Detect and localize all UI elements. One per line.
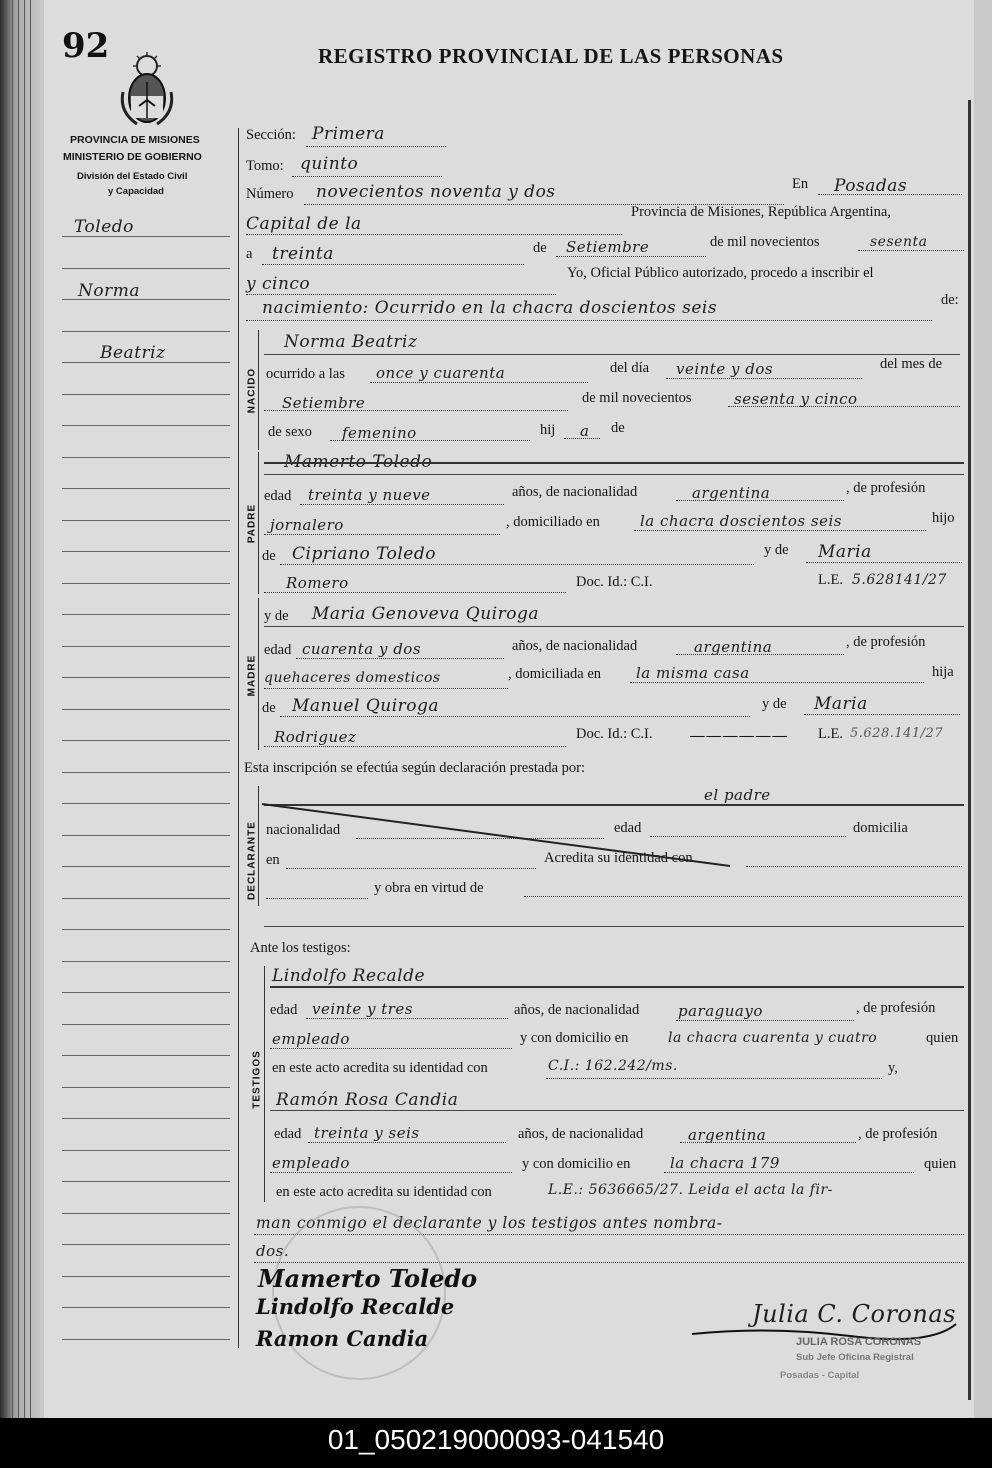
margin-rule-line	[62, 236, 230, 237]
official-stamp-name: JULIA ROSA CORONAS	[796, 1336, 922, 1348]
madre-name: Maria Genoveva Quiroga	[312, 604, 539, 624]
t2-edad-value: treinta y seis	[314, 1124, 420, 1142]
t2-edad-label: edad	[274, 1126, 302, 1142]
margin-rule-line	[62, 835, 230, 836]
division-label-2: y Capacidad	[108, 186, 164, 197]
margin-rule-line	[62, 1118, 230, 1119]
hora-value: once y cuarenta	[376, 364, 506, 382]
padre-nac-value: argentina	[692, 484, 771, 502]
margin-rule-line	[62, 488, 230, 489]
margin-rule-line	[62, 898, 230, 899]
testigo-2-name: Ramón Rosa Candia	[276, 1090, 459, 1110]
page-edge	[12, 0, 13, 1418]
t2-dom-value: la chacra 179	[670, 1154, 780, 1172]
margin-rule-line	[62, 803, 230, 804]
ministry-label: MINISTERIO DE GOBIERNO	[63, 151, 202, 163]
page-edge	[24, 0, 25, 1418]
margin-rule-line	[62, 299, 230, 300]
testigos-section-label: TESTIGOS	[251, 1050, 263, 1109]
padre-section-label: PADRE	[246, 503, 258, 544]
provincia-text: Provincia de Misiones, República Argentina,	[631, 204, 891, 220]
t2-quien-label: quien	[924, 1156, 957, 1172]
image-code-footer: 01_050219000093-041540	[0, 1418, 992, 1468]
madre-de-label: de	[262, 700, 276, 716]
page-number: 92	[62, 26, 110, 66]
signature-testigo-1: Lindolfo Recalde	[256, 1294, 455, 1319]
madre-edad-value: cuarenta y dos	[302, 640, 422, 658]
padre-nac-label: años, de nacionalidad	[512, 484, 638, 500]
t1-nac-label: años, de nacionalidad	[514, 1002, 640, 1018]
nacido-section-label: NACIDO	[246, 367, 258, 414]
margin-rule-line	[62, 362, 230, 363]
margin-rule-line	[62, 772, 230, 773]
margin-rule-line	[62, 1150, 230, 1151]
madre-dom-label: , domiciliada en	[508, 666, 602, 682]
acredita-label: Acredita su identidad con	[544, 850, 693, 866]
t1-prof-label: , de profesión	[856, 1000, 936, 1016]
margin-rule-line	[62, 331, 230, 332]
seccion-value: Primera	[312, 124, 385, 144]
document-title: REGISTRO PROVINCIAL DE LAS PERSONAS	[318, 44, 784, 68]
declarante-edad-label: edad	[614, 820, 642, 836]
seccion-label: Sección:	[246, 127, 296, 143]
padre-le-label: L.E.	[818, 572, 843, 588]
mes-value: Setiembre	[566, 238, 650, 256]
margin-rule-line	[62, 709, 230, 710]
oficial-text: Yo, Oficial Público autorizado, procedo a inscribir el	[567, 265, 874, 281]
madre-nac-value: argentina	[694, 638, 773, 656]
margin-rule-line	[62, 1339, 230, 1340]
t1-acredita-label: en este acto acredita su identidad con	[272, 1060, 488, 1076]
t2-acredita-value: L.E.: 5636665/27. Leida el acta la fir-	[548, 1182, 833, 1198]
dia-value: treinta	[272, 244, 334, 264]
margin-rule-line	[62, 1087, 230, 1088]
nacionalidad-label: nacionalidad	[266, 822, 341, 838]
nacido-dia-value: veinte y dos	[676, 360, 774, 378]
padre-y-de-label: y de	[764, 542, 789, 558]
padre-edad-value: treinta y nueve	[308, 486, 431, 504]
coat-of-arms-icon	[115, 52, 179, 128]
madre-doc-label: Doc. Id.: C.I.	[576, 726, 653, 742]
margin-rule-line	[62, 583, 230, 584]
margin-rule-line	[62, 1181, 230, 1182]
domicilia-label: domicilia	[853, 820, 908, 836]
margin-rule-line	[62, 929, 230, 930]
margin-rule-line	[62, 268, 230, 269]
hij-label: hij	[540, 422, 556, 438]
nacido-mil-label: de mil novecientos	[582, 390, 692, 406]
madre-mother-value: Maria	[814, 694, 868, 714]
anio-value: sesenta	[870, 234, 928, 250]
margin-second-name: Beatriz	[100, 343, 166, 363]
margin-rule-line	[62, 394, 230, 395]
margin-rule-line	[62, 1055, 230, 1056]
signature-testigo-2: Ramon Candia	[256, 1326, 429, 1351]
declarante-intro: Esta inscripción se efectúa según declaración prestada por:	[244, 760, 586, 776]
padre-de-label: de	[262, 548, 276, 564]
declarante-value: el padre	[704, 786, 771, 804]
margin-rule-line	[62, 961, 230, 962]
padre-mother-value: Maria	[818, 542, 872, 562]
madre-le-value: 5.628.141/27	[850, 726, 944, 741]
margin-rule-line	[62, 520, 230, 521]
ocurrido-label: ocurrido a las	[266, 366, 345, 382]
de-label: de	[533, 240, 547, 256]
signature-official: Julia C. Coronas	[752, 1300, 956, 1328]
testigos-intro: Ante los testigos:	[250, 940, 351, 956]
margin-surname: Toledo	[74, 217, 134, 237]
margin-rule-line	[62, 1024, 230, 1025]
a-label: a	[246, 246, 253, 262]
madre-mother-value-2: Rodriguez	[274, 728, 357, 746]
tomo-value: quinto	[300, 154, 359, 174]
t1-edad-label: edad	[270, 1002, 298, 1018]
madre-y-de-label: y de	[264, 608, 289, 624]
madre-father-value: Manuel Quiroga	[292, 696, 440, 716]
madre-prof-label: , de profesión	[846, 634, 926, 650]
margin-rule-line	[62, 866, 230, 867]
margin-rule-line	[62, 1276, 230, 1277]
t2-nac-label: años, de nacionalidad	[518, 1126, 644, 1142]
capital-value: Capital de la	[246, 214, 362, 234]
official-seal-stamp	[272, 1206, 446, 1380]
madre-section-label: MADRE	[246, 654, 258, 697]
margin-rule-line	[62, 425, 230, 426]
t1-quien-label: quien	[926, 1030, 959, 1046]
madre-prof-value: quehaceres domesticos	[264, 670, 441, 686]
margin-rule-line	[62, 614, 230, 615]
margin-rule-line	[62, 1213, 230, 1214]
madre-le-label: L.E.	[818, 726, 843, 742]
t2-dom-label: y con domicilio en	[522, 1156, 631, 1172]
anio-value-2: y cinco	[246, 274, 311, 294]
de-colon-label: de:	[941, 292, 959, 308]
signature-declarante: Mamerto Toledo	[258, 1264, 478, 1293]
margin-rule-line	[62, 1307, 230, 1308]
official-stamp-title: Sub Jefe Oficina Registral	[796, 1352, 914, 1363]
declarante-section-label: DECLARANTE	[246, 821, 258, 900]
madre-edad-label: edad	[264, 642, 292, 658]
padre-dom-value: la chacra doscientos seis	[640, 512, 842, 530]
margin-rule-line	[62, 551, 230, 552]
t1-acredita-value: C.I.: 162.242/ms.	[548, 1058, 678, 1074]
t1-dom-label: y con domicilio en	[520, 1030, 629, 1046]
hij-value: a	[580, 422, 590, 440]
madre-dom-value: la misma casa	[636, 664, 750, 682]
t1-prof-value: empleado	[272, 1030, 350, 1048]
del-dia-label: del día	[610, 360, 650, 376]
nacido-name: Norma Beatriz	[284, 332, 418, 352]
padre-dom-label: , domiciliado en	[506, 514, 600, 530]
page-edge	[18, 0, 19, 1418]
margin-rule-line	[62, 992, 230, 993]
t1-dom-value: la chacra cuarenta y cuatro	[668, 1030, 878, 1046]
t1-edad-value: veinte y tres	[312, 1000, 413, 1018]
page-edge	[6, 0, 7, 1418]
page-right-edge	[968, 100, 971, 1400]
nacido-anio-value: sesenta y cinco	[734, 390, 858, 408]
padre-edad-label: edad	[264, 488, 292, 504]
testigo-1-name: Lindolfo Recalde	[272, 966, 426, 986]
closing-line-2: dos.	[256, 1242, 290, 1260]
mil-novecientos-label: de mil novecientos	[710, 234, 820, 250]
province-label: PROVINCIA DE MISIONES	[70, 134, 200, 146]
tomo-label: Tomo:	[246, 158, 284, 174]
hijo-label: hijo	[932, 510, 955, 526]
t2-prof-value: empleado	[272, 1154, 350, 1172]
en-value: Posadas	[834, 176, 908, 196]
official-stamp-place: Posadas - Capital	[780, 1370, 860, 1381]
division-label: División del Estado Civil	[77, 171, 188, 182]
margin-rule-line	[62, 646, 230, 647]
closing-line-1: man conmigo el declarante y los testigos antes nombra-	[256, 1214, 723, 1232]
padre-doc-label: Doc. Id.: C.I.	[576, 574, 653, 590]
t1-nac-value: paraguayo	[678, 1002, 763, 1020]
madre-ci-value: ——————	[690, 728, 789, 744]
sexo-value: femenino	[342, 424, 417, 442]
en-label: En	[792, 176, 809, 192]
padre-le-value: 5.628141/27	[852, 572, 947, 588]
t2-acredita-label: en este acto acredita su identidad con	[276, 1184, 492, 1200]
margin-divider	[238, 128, 239, 1348]
nacido-de-label: de	[611, 420, 625, 436]
numero-value: novecientos noventa y dos	[316, 182, 556, 202]
numero-label: Número	[246, 186, 294, 202]
margin-rule-line	[62, 1244, 230, 1245]
declarante-en-label: en	[266, 852, 280, 868]
nacimiento-value: nacimiento: Ocurrido en la chacra doscientos seis	[262, 298, 718, 318]
margin-rule-line	[62, 677, 230, 678]
t2-nac-value: argentina	[688, 1126, 767, 1144]
padre-prof-label: , de profesión	[846, 480, 926, 496]
t1-y-label: y,	[888, 1060, 898, 1076]
obra-label: y obra en virtud de	[374, 880, 484, 896]
margin-rule-line	[62, 457, 230, 458]
padre-prof-value: jornalero	[270, 516, 344, 534]
padre-father-value: Cipriano Toledo	[292, 544, 436, 564]
padre-name: Mamerto Toledo	[284, 452, 433, 472]
del-mes-label: del mes de	[880, 356, 943, 372]
margin-first-name: Norma	[78, 281, 140, 301]
t2-prof-label: , de profesión	[858, 1126, 938, 1142]
madre-y-de-label-2: y de	[762, 696, 787, 712]
nacido-mes-value: Setiembre	[282, 394, 366, 412]
sexo-label: de sexo	[268, 424, 312, 440]
page-edge	[30, 0, 31, 1418]
hija-label: hija	[932, 664, 954, 680]
strike-line	[260, 800, 740, 870]
margin-rule-line	[62, 740, 230, 741]
padre-mother-value-2: Romero	[286, 574, 349, 592]
madre-nac-label: años, de nacionalidad	[512, 638, 638, 654]
